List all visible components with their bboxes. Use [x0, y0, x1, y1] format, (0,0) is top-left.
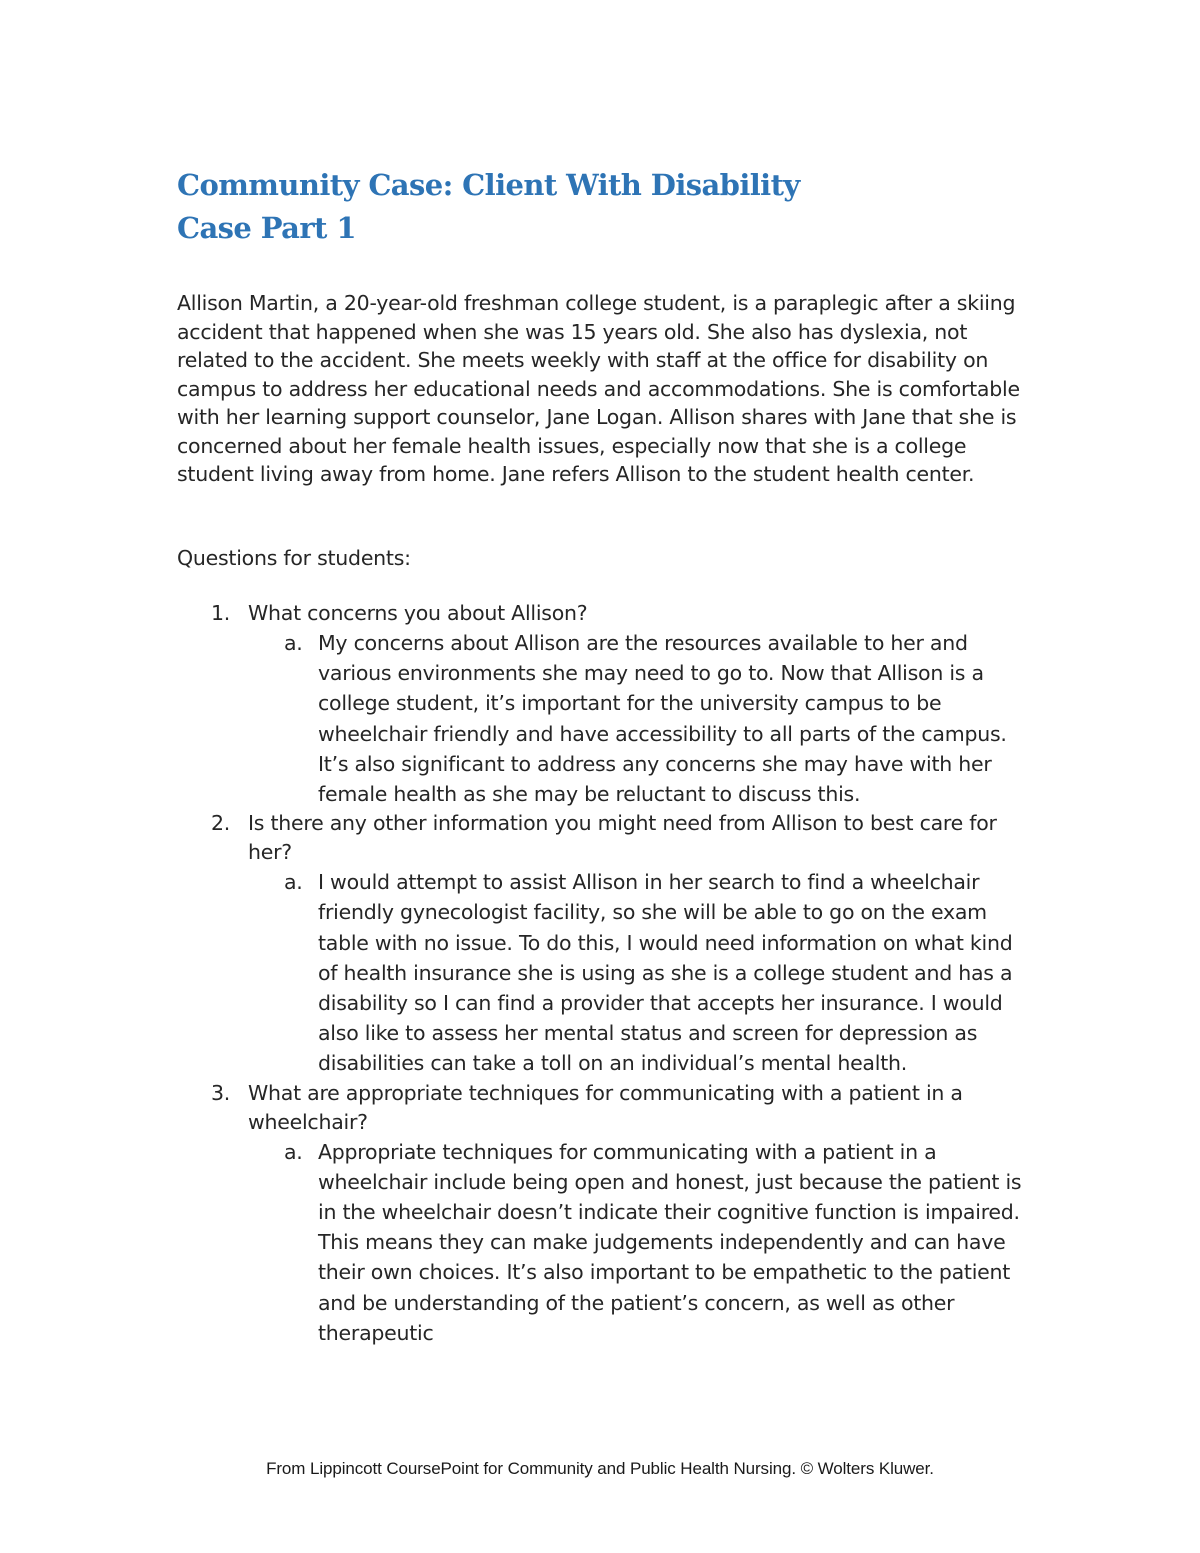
answer-letter: a. [284, 631, 303, 655]
page-footer: From Lippincott CoursePoint for Community and Public Health Nursing. © Wolters Kluwer. [266, 1459, 934, 1478]
answer-item [248, 628, 1034, 809]
question-text: What concerns you about Allison? [248, 601, 588, 625]
answer-letter: a. [284, 870, 303, 895]
question-number: 2. [211, 811, 231, 836]
document-title [177, 164, 1077, 250]
question-text: Is there any other information you might need from Allison to best care for her? [248, 811, 997, 865]
questions-list [177, 599, 1037, 1348]
title-line-2: Case Part 1 [177, 211, 356, 245]
question-item [177, 809, 1037, 1078]
answer-text: My concerns about Allison are the resources available to her and various environments she may need to go to. Now that Allison is a college student, it’s important for the university campus to be wheelchair friendly and have accessibility to all parts of the campus. It’s also significant to address any concerns she may have with her female health as she may be reluctant to discuss this. [318, 631, 1007, 807]
answer-item [248, 867, 1034, 1078]
questions-label: Questions for students: [177, 546, 411, 570]
question-number: 1. [211, 601, 231, 625]
question-number: 3. [211, 1080, 231, 1105]
question-item [177, 1079, 1037, 1348]
answer-text: I would attempt to assist Allison in her search to find a wheelchair friendly gynecologist facility, so she will be able to go on the exam table with no issue. To do this, I would need information on what kind of health insurance she is using as she is a college student and has a disability so I can find a provider that accepts her insurance. I would also like to assess her mental status and screen for depression as disabilities can take a toll on an individual’s mental health. [318, 870, 1013, 1076]
answer-text: Appropriate techniques for communicating with a patient in a wheelchair include being open and honest, just because the patient is in the wheelchair doesn’t indicate their cognitive function is impaired. This means they can make judgements independently and can have their own choices. It’s also important to be empathetic to the patient and be understanding of the patient’s concern, as well as other therapeutic [318, 1139, 1022, 1345]
answer-item [248, 1137, 1034, 1348]
answer-letter: a. [284, 1139, 303, 1164]
question-text: What are appropriate techniques for communicating with a patient in a wheelchair? [248, 1080, 963, 1134]
title-line-1: Community Case: Client With Disability [177, 168, 800, 202]
question-item [177, 599, 1037, 809]
case-intro-paragraph: Allison Martin, a 20-year-old freshman college student, is a paraplegic after a skiing accident that happened when she was 15 years old. She also has dyslexia, not related to the accident. She meets weekly with staff at the office for disability on campus to address her educational needs and accommodations. She is comfortable with her learning support counselor, Jane Logan. Allison shares with Jane that she is concerned about her female health issues, especially now that she is a college student living away from home. Jane refers Allison to the student health center. [177, 291, 1020, 486]
